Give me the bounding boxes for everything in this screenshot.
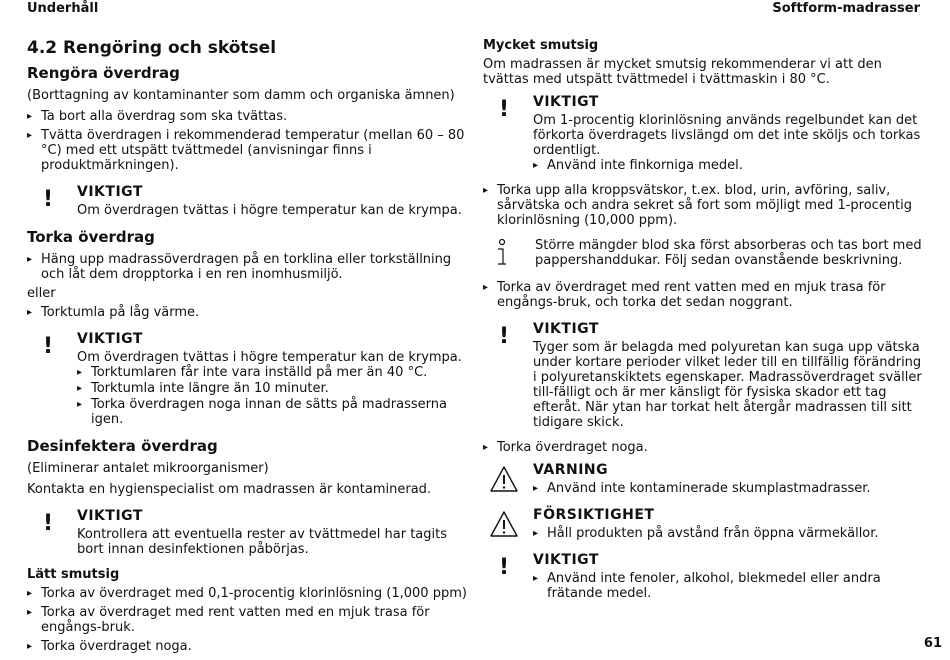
heading-clean-covers: Rengöra överdrag	[27, 64, 180, 82]
warning-note	[483, 463, 923, 496]
note-title: VIKTIGT	[77, 331, 143, 347]
list-item: ▸ Använd inte finkorniga medel.	[533, 158, 923, 173]
note-text: Tyger som är belagda med polyuretan kan suga upp vätska under kortare perioder vilket leder till en tillfällig förändring i polyuretanskiktets egenskaper. Madrassöverdraget sväller till-fälligt och är mer känsligt för fysiska skador ett tag efteråt. När ytan har torkat helt återgår madrassen till sitt tidigare skick.	[533, 340, 922, 430]
or-text: eller	[27, 286, 56, 301]
note-title: VIKTIGT	[533, 552, 599, 568]
note-list	[533, 481, 923, 496]
exclamation-icon: !	[499, 97, 510, 122]
clean-covers-intro: (Borttagning av kontaminanter som damm och organiska ämnen)	[27, 88, 455, 103]
header-section-title: Underhåll	[27, 1, 99, 16]
exclamation-icon: !	[43, 511, 54, 536]
note-list	[533, 158, 923, 173]
important-note	[483, 553, 923, 601]
important-note	[27, 332, 469, 427]
dry-list	[483, 440, 923, 455]
important-note	[27, 509, 469, 557]
note-title: VIKTIGT	[77, 184, 143, 200]
section-title: 4.2 Rengöring och skötsel	[27, 38, 277, 58]
list-item: ▸ Torktumlaren får inte vara inställd på mer än 40 °C.	[77, 365, 469, 380]
note-title: VIKTIGT	[533, 94, 599, 110]
caution-note	[483, 508, 923, 541]
dry-covers-list-2	[27, 305, 469, 320]
dry-covers-list	[27, 252, 469, 282]
note-text: Om överdragen tvättas i högre temperatur kan de krympa.	[77, 350, 462, 365]
warning-triangle-icon	[489, 465, 519, 497]
left-column	[27, 38, 469, 660]
heading-disinfect-covers: Desinfektera överdrag	[27, 437, 218, 455]
important-note	[483, 322, 923, 430]
list-item: ▸ Torka överdragen noga innan de sätts på madrasserna igen.	[77, 397, 469, 427]
rinse-list	[483, 280, 923, 310]
info-icon	[495, 238, 509, 272]
info-text: Större mängder blod ska först absorberas och tas bort med pappershanddukar. Följ sedan ovanstående beskrivning.	[535, 238, 922, 268]
important-note	[27, 185, 469, 218]
list-item: ▸ Torka överdraget noga.	[27, 639, 469, 654]
disinfect-text: Kontakta en hygienspecialist om madrassen är kontaminerad.	[27, 482, 432, 497]
list-item: ▸ Torka överdraget noga.	[483, 440, 923, 455]
note-title: VIKTIGT	[77, 508, 143, 524]
right-column	[483, 38, 923, 611]
note-text: Om 1-procentig klorinlösning används regelbundet kan det förkorta överdragets livslängd om det inte sköljs och torkas ordentligt.	[533, 113, 921, 158]
heavily-soiled-text: Om madrassen är mycket smutsig rekommenderar vi att den tvättas med utspätt tvättmedel i tvättmaskin i 80 °C.	[483, 57, 882, 87]
list-item: ▸ Använd inte kontaminerade skumplastmadrasser.	[533, 481, 923, 496]
list-item: ▸ Torka av överdraget med rent vatten med en mjuk trasa för engångs-bruk, och torka det sedan noggrant.	[483, 280, 923, 310]
header-product-title: Softform-madrasser	[772, 1, 920, 16]
disinfect-intro: (Eliminerar antalet mikroorganismer)	[27, 461, 269, 476]
exclamation-icon: !	[499, 324, 510, 349]
list-item: ▸ Häng upp madrassöverdragen på en torklina eller torkställning och låt dem dropptorka i en ren inomhusmiljö.	[27, 252, 469, 282]
note-text: Om överdragen tvättas i högre temperatur kan de krympa.	[77, 203, 462, 218]
note-list	[533, 526, 923, 541]
exclamation-icon: !	[43, 334, 54, 359]
exclamation-icon: !	[43, 187, 54, 212]
list-item: ▸ Torktumla på låg värme.	[27, 305, 469, 320]
important-note	[483, 95, 923, 173]
exclamation-icon: !	[499, 555, 510, 580]
list-item: ▸ Ta bort alla överdrag som ska tvättas.	[27, 109, 469, 124]
list-item: ▸ Torktumla inte längre än 10 minuter.	[77, 381, 469, 396]
body-fluids-list	[483, 183, 923, 228]
note-title: FÖRSIKTIGHET	[533, 507, 655, 523]
note-text: Kontrollera att eventuella rester av tvättmedel har tagits bort innan desinfektionen påbörjas.	[77, 527, 448, 557]
page-number: 61	[923, 636, 942, 651]
heading-lightly-soiled: Lätt smutsig	[27, 567, 120, 582]
list-item: ▸ Tvätta överdragen i rekommenderad temperatur (mellan 60 – 80 °C) med ett utspätt tvättmedel (anvisningar finns i produktmärkningen).	[27, 128, 469, 173]
heading-heavily-soiled: Mycket smutsig	[483, 38, 599, 53]
caution-triangle-icon	[489, 510, 519, 542]
note-list	[77, 365, 469, 427]
list-item: ▸ Torka upp alla kroppsvätskor, t.ex. blod, urin, avföring, saliv, sårvätska och andra sekret så fort som möjligt med 1-procentig klorinlösning (10,000 ppm).	[483, 183, 923, 228]
note-title: VIKTIGT	[533, 321, 599, 337]
list-item: ▸ Torka av överdraget med 0,1-procentig klorinlösning (1,000 ppm)	[27, 586, 469, 601]
heading-dry-covers: Torka överdrag	[27, 228, 155, 246]
list-item: ▸ Använd inte fenoler, alkohol, blekmedel eller andra frätande medel.	[533, 571, 923, 601]
list-item: ▸ Torka av överdraget med rent vatten med en mjuk trasa för engångs-bruk.	[27, 605, 469, 635]
note-title: VARNING	[533, 462, 609, 478]
list-item: ▸ Håll produkten på avstånd från öppna värmekällor.	[533, 526, 923, 541]
info-note	[483, 238, 923, 268]
note-list	[533, 571, 923, 601]
lightly-soiled-list	[27, 586, 469, 654]
clean-covers-list	[27, 109, 469, 173]
